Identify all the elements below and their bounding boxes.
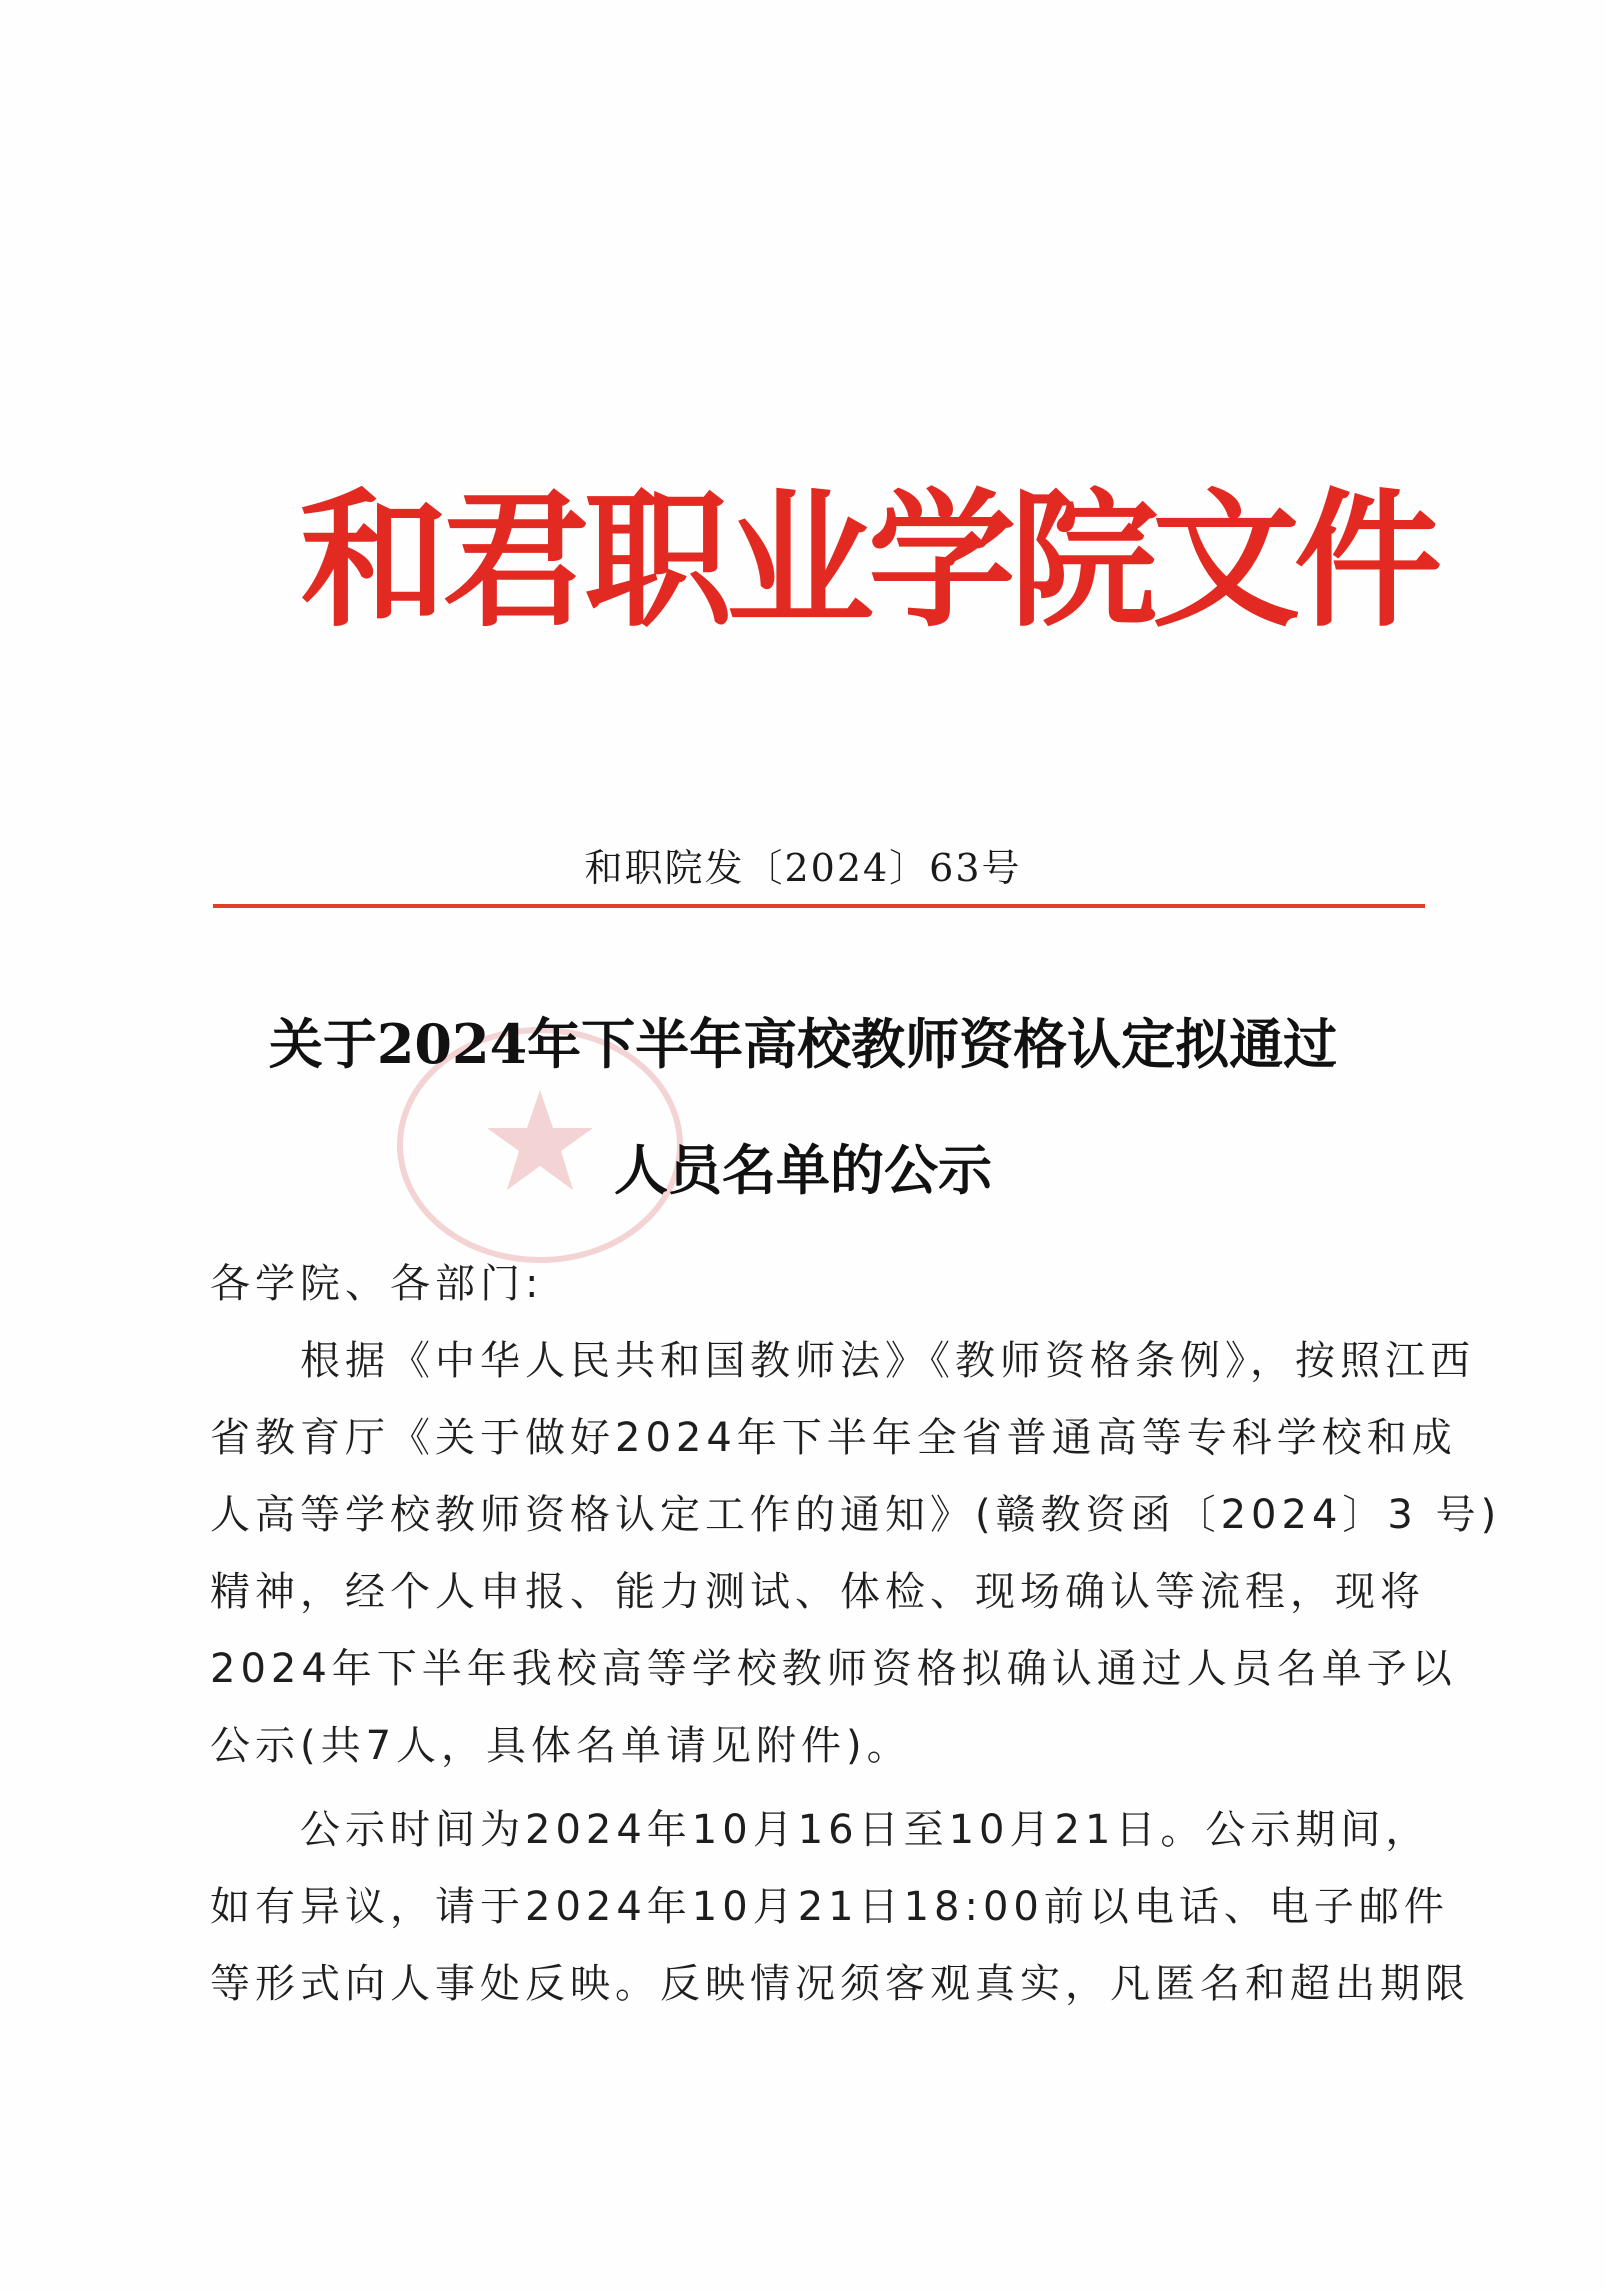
body-line-2: 省教育厅《关于做好2024年下半年全省普通高等专科学校和成 bbox=[210, 1415, 1457, 1461]
header-divider bbox=[213, 904, 1425, 908]
salutation: 各学院、各部门: bbox=[210, 1261, 544, 1307]
body-line-8: 如有异议，请于2024年10月21日18:00前以电话、电子邮件 bbox=[210, 1884, 1449, 1930]
notice-title-line2: 人员名单的公示 bbox=[614, 1138, 992, 1202]
body-line-3: 人高等学校教师资格认定工作的通知》(赣教资函〔2024〕3 号) bbox=[210, 1492, 1502, 1538]
body-line-4: 精神，经个人申报、能力测试、体检、现场确认等流程，现将 bbox=[210, 1569, 1425, 1615]
notice-title-line1: 关于2024年下半年高校教师资格认定拟通过 bbox=[268, 1012, 1338, 1076]
body-line-9: 等形式向人事处反映。反映情况须客观真实，凡匿名和超出期限 bbox=[210, 1961, 1470, 2007]
document-number: 和职院发〔2024〕63号 bbox=[584, 846, 1022, 890]
body-line-7: 公示时间为2024年10月16日至10月21日。公示期间， bbox=[210, 1807, 1431, 1853]
issuer-header: 和君职业学院文件 bbox=[300, 473, 1436, 647]
body-line-5: 2024年下半年我校高等学校教师资格拟确认通过人员名单予以 bbox=[210, 1646, 1457, 1692]
body-line-1: 根据《中华人民共和国教师法》《教师资格条例》，按照江西 bbox=[210, 1338, 1475, 1384]
body-line-6: 公示(共7人，具体名单请见附件)。 bbox=[210, 1723, 912, 1769]
